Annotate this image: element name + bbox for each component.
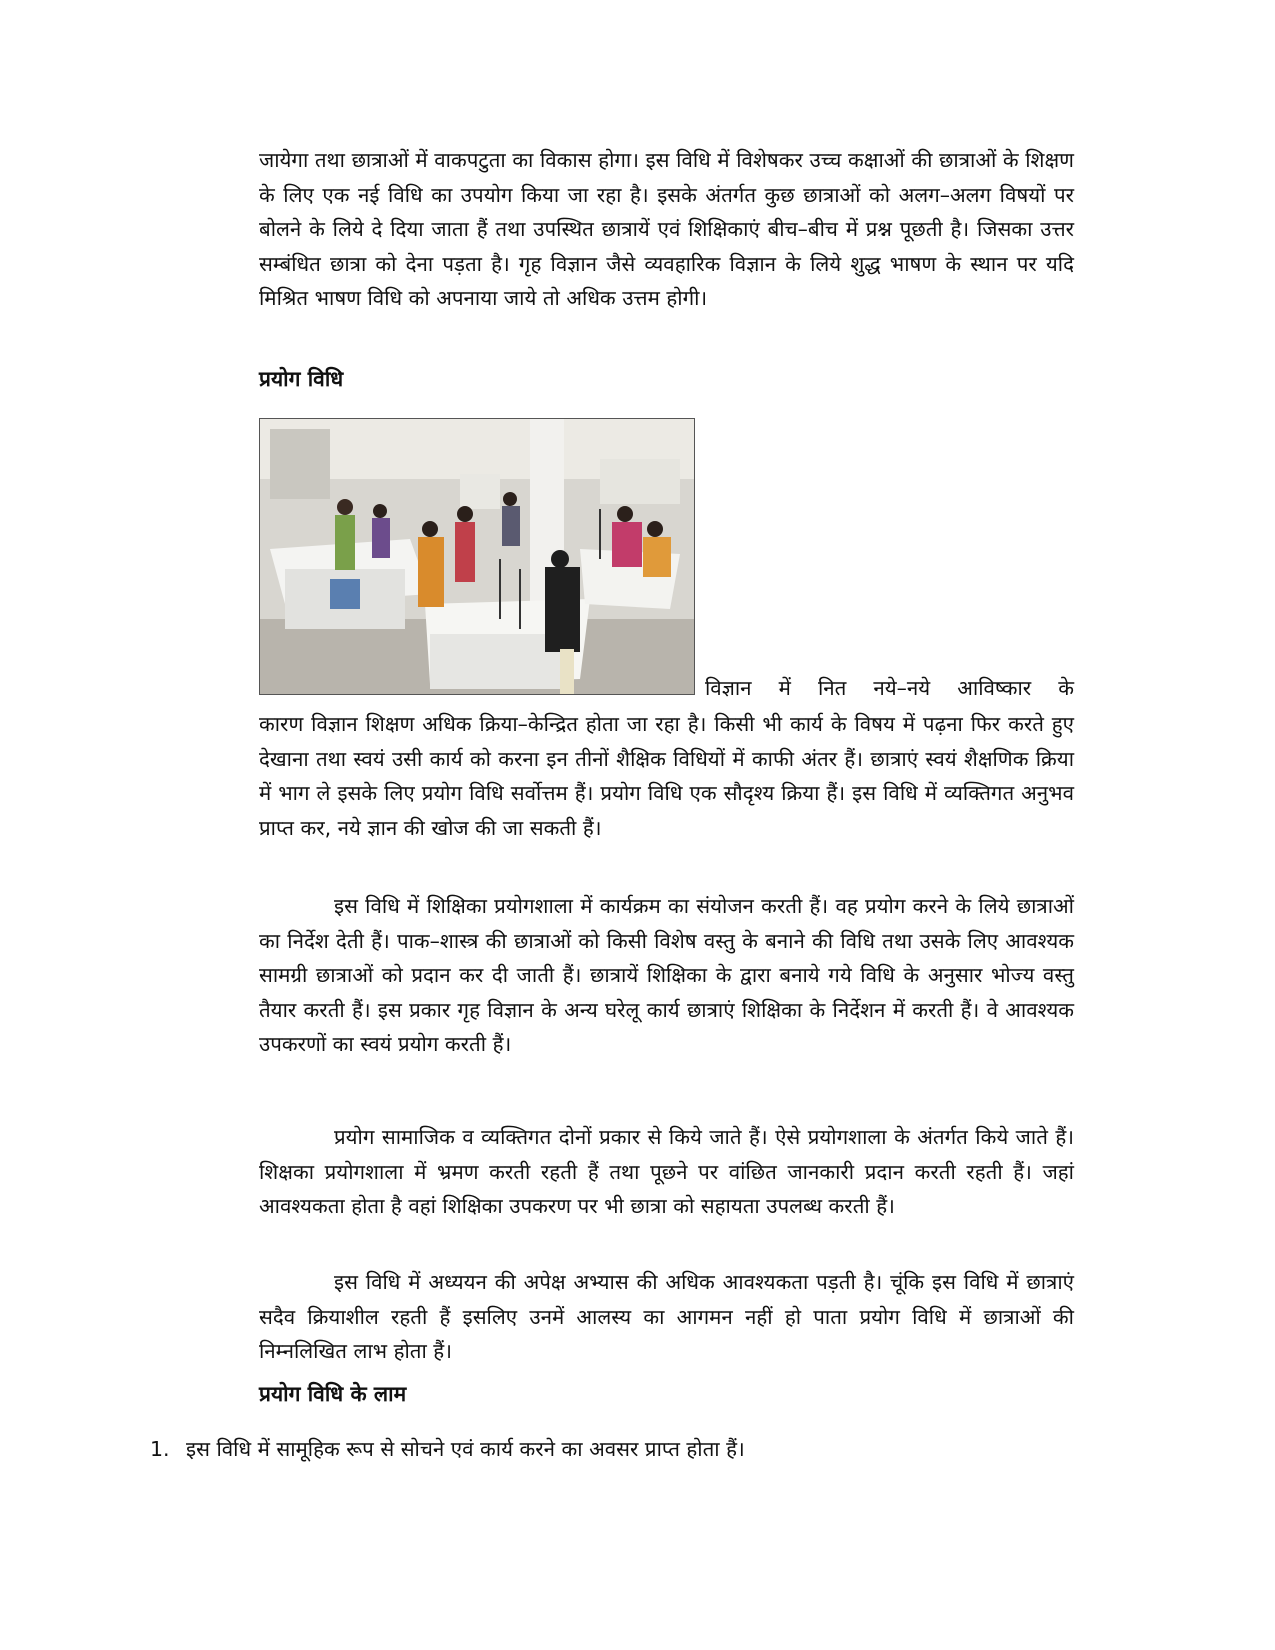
paragraph-experiment: कारण विज्ञान शिक्षण अधिक क्रिया–केन्द्रित होता जा रहा है। किसी भी कार्य के विषय में पढ़ना फिर करते हुए देखाना तथा स्वयं उसी कार्य को करना इन तीनों शैक्षिक विधियों में काफी अंतर हैं। छात्राएं स्वयं शैक्षणिक क्रिया में भाग ले इसके लिए प्रयोग विधि सर्वोत्तम हैं। प्रयोग विधि एक सौदृश्य क्रिया हैं। इस विधि में व्यक्तिगत अनुभव प्राप्त कर, नये ज्ञान की खोज की जा सकती हैं। — [259, 712, 1074, 840]
paragraph-intro: जायेगा तथा छात्राओं में वाकपटुता का विकास होगा। इस विधि में विशेषकर उच्च कक्षाओं की छात्राओं के शिक्षण के लिए एक नई विधि का उपयोग किया जा रहा है। इसके अंतर्गत कुछ छात्राओं को अलग–अलग विषयों पर बोलने के लिये दे दिया जाता हैं तथा उपस्थित छात्रायें एवं शिक्षिकाएं बीच–बीच में प्रश्न पूछती है। जिसका उत्तर सम्बंधित छात्रा को देना पड़ता है। गृह विज्ञान जैसे व्यवहारिक विज्ञान के लिये शुद्ध भाषण के स्थान पर यदि मिश्रित भाषण विधि को अपनाया जाये तो अधिक उत्तम होगी। — [259, 148, 1074, 310]
list-item-text: इस विधि में सामूहिक रूप से सोचने एवं कार्य करने का अवसर प्राप्त होता हैं। — [186, 1437, 745, 1461]
laboratory-photo — [259, 418, 695, 695]
paragraph-social-individual: प्रयोग सामाजिक व व्यक्तिगत दोनों प्रकार से किये जाते हैं। ऐसे प्रयोगशाला के अंतर्गत किये जाते हैं। शिक्षका प्रयोगशाला में भ्रमण करती रहती हैं तथा पूछने पर वांछित जानकारी प्रदान करती रहती हैं। जहां आवश्यकता होता है वहां शिक्षिका उपकरण पर भी छात्रा को सहायता उपलब्ध करती हैं। — [259, 1125, 1074, 1218]
paragraph-experiment-first-line: विज्ञान में नित नये–नये आविष्कार के — [705, 676, 1074, 700]
section-heading-benefits: प्रयोग विधि के लाम — [259, 1382, 407, 1406]
list-item — [150, 1432, 745, 1466]
section-heading-prayog-vidhi: प्रयोग विधि — [259, 367, 344, 391]
paragraph-lab-program: इस विधि में शिक्षिका प्रयोगशाला में कार्यक्रम का संयोजन करती हैं। वह प्रयोग करने के लिये छात्राओं का निर्देश देती हैं। पाक–शास्त्र की छात्राओं को किसी विशेष वस्तु के बनाने की विधि तथा उसके लिए आवश्यक सामग्री छात्राओं को प्रदान कर दी जाती हैं। छात्रायें शिक्षिका के द्वारा बनाये गये विधि के अनुसार भोज्य वस्तु तैयार करती हैं। इस प्रकार गृह विज्ञान के अन्य घरेलू कार्य छात्राएं शिक्षिका के निर्देशन में करती हैं। वे आवश्यक उपकरणों का स्वयं प्रयोग करती हैं। — [259, 894, 1074, 1056]
paragraph-practice: इस विधि में अध्ययन की अपेक्ष अभ्यास की अधिक आवश्यकता पड़ती है। चूंकि इस विधि में छात्राएं सदैव क्रियाशील रहती हैं इसलिए उनमें आलस्य का आगमन नहीं हो पाता प्रयोग विधि में छात्राओं की निम्नलिखित लाभ होता हैं। — [259, 1270, 1074, 1363]
list-item-number: 1. — [150, 1437, 170, 1461]
